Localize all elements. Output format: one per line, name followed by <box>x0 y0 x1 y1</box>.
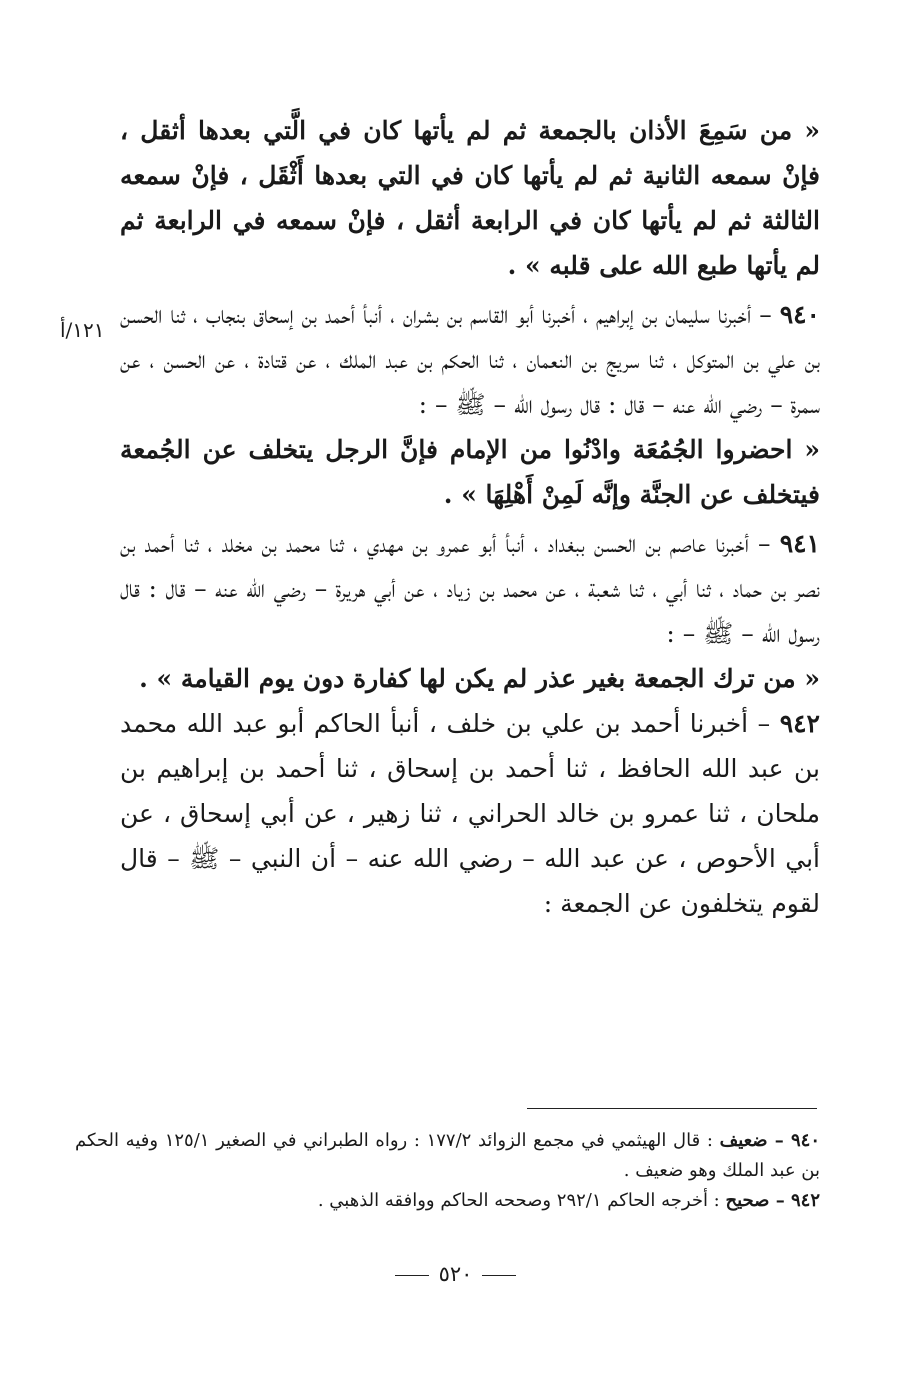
page-number-dash <box>482 1275 516 1276</box>
hadith-number: ٩٤١ <box>779 529 820 558</box>
footnote-text: : قال الهيثمي في مجمع الزوائد ١٧٧/٢ : رواه الطبراني في الصغير ١٢٥/١ وفيه الحكم بن عبد الملك وهو ضعيف . <box>75 1130 820 1181</box>
page-number-dash <box>395 1275 429 1276</box>
page-number-line <box>0 1262 911 1286</box>
hadith-text-content: « من ترك الجمعة بغير عذر لم يكن لها كفارة دون يوم القيامة » . <box>139 664 820 693</box>
page-number: ٥٢٠ <box>438 1262 473 1286</box>
isnad-text: – أخبرنا سليمان بن إبراهيم ، أخبرنا أبو القاسم بن بشران ، أنبأ أحمد بن إسحاق بنجاب ، ثنا الحسن بن علي بن المتوكل ، ثنا سريج بن النعمان ، ثنا الحكم بن عبد الملك ، عن قتادة ، عن الحسن ، عن سمرة – رضي الله عنه – قال : قال رسول الله – ﷺ – : <box>120 300 821 419</box>
isnad-text: – أخبرنا عاصم بن الحسن ببغداد ، أنبأ أبو عمرو بن مهدي ، ثنا محمد بن مخلد ، ثنا أحمد بن نصر بن حماد ، ثنا أبي ، ثنا شعبة ، عن محمد بن زياد ، عن أبي هريرة – رضي الله عنه – قال : قال رسول الله – ﷺ – : <box>120 529 820 648</box>
isnad-paragraph <box>120 292 820 427</box>
footnote-label: ٩٤٠ – ضعيف <box>719 1130 820 1151</box>
hadith-text-content: « احضروا الجُمُعَة وادْنُوا من الإمام فإنَّ الرجل يتخلف عن الجُمعة فيتخلف عن الجنَّة وإنَّه لَمِنْ أَهْلِهَا » . <box>120 435 820 509</box>
footnote-label: ٩٤٢ – صحيح <box>725 1190 820 1211</box>
hadith-number: ٩٤٠ <box>779 300 820 329</box>
footnote-text: : أخرجه الحاكم ٢٩٢/١ وصححه الحاكم ووافقه الذهبي . <box>317 1190 726 1211</box>
hadith-number: ٩٤٢ <box>779 709 820 738</box>
isnad-text: – أخبرنا أحمد بن علي بن خلف ، أنبأ الحاكم أبو عبد الله محمد بن عبد الله الحافظ ، ثنا أحمد بن إسحاق ، ثنا أحمد بن إبراهيم بن ملحان ، ثنا عمرو بن خالد الحراني ، ثنا زهير ، عن أبي إسحاق ، عن أبي الأحوص ، عن عبد الله – رضي الله عنه – أن النبي – ﷺ – قال لقوم يتخلفون عن الجمعة : <box>120 709 820 918</box>
margin-folio-note: ١٢١/أ <box>60 318 105 342</box>
footnote-divider <box>527 1108 817 1109</box>
isnad-paragraph <box>120 701 820 926</box>
hadith-text-content: « من سَمِعَ الأذان بالجمعة ثم لم يأتها كان في الَّتي بعدها أثقل ، فإنْ سمعه الثانية ثم لم يأتها كان في التي بعدها أَثْقَل ، فإنْ سمعه الثالثة ثم لم يأتها كان في الرابعة أثقل ، فإنْ سمعه في الرابعة ثم لم يأتها طبع الله على قلبه » . <box>120 116 820 280</box>
hadith-text <box>120 427 820 517</box>
hadith-text <box>120 108 820 288</box>
main-text <box>120 108 820 926</box>
isnad-paragraph <box>120 521 820 656</box>
footnotes <box>75 1126 820 1216</box>
footnote <box>75 1126 820 1186</box>
footnote <box>75 1186 820 1216</box>
hadith-text <box>120 656 820 701</box>
